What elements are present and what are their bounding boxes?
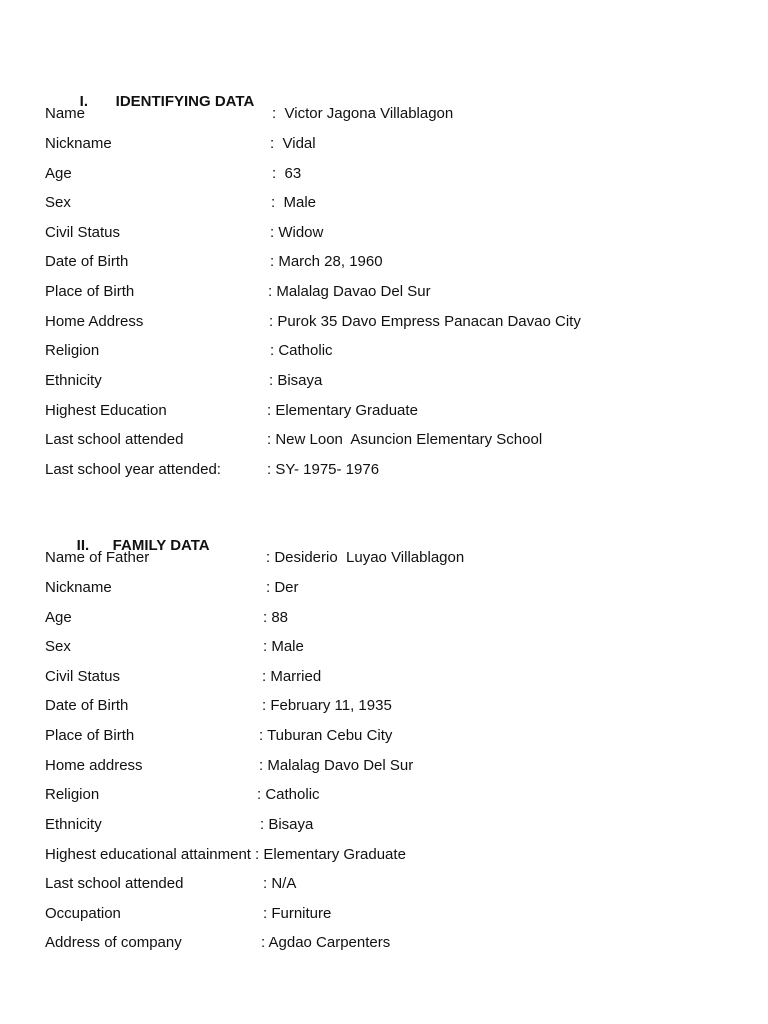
- field-value: : Elementary Graduate: [255, 846, 406, 863]
- field-label: Ethnicity: [45, 816, 102, 833]
- field-label: Last school year attended:: [45, 461, 221, 478]
- section-number: I.: [79, 93, 89, 110]
- field-row: [45, 164, 302, 184]
- field-value: : Widow: [270, 224, 324, 241]
- field-label: Age: [45, 609, 72, 626]
- field-label: Occupation: [45, 905, 121, 922]
- field-row: [45, 785, 320, 805]
- field-label: Home Address: [45, 313, 144, 330]
- field-label: Address of company: [45, 934, 182, 951]
- field-label: Date of Birth: [45, 253, 129, 270]
- field-label: Nickname: [45, 135, 112, 152]
- section-number: II.: [76, 537, 90, 554]
- field-row: [45, 933, 391, 953]
- field-label: Date of Birth: [45, 697, 129, 714]
- field-label: Last school attended: [45, 875, 184, 892]
- field-row: [45, 845, 406, 865]
- section-title: IDENTIFYING DATA: [115, 93, 255, 110]
- field-label: Civil Status: [45, 224, 121, 241]
- field-row: [45, 637, 304, 657]
- field-value: : Catholic: [270, 342, 333, 359]
- field-row: [45, 341, 333, 361]
- field-row: [45, 401, 418, 421]
- field-value: : Der: [266, 579, 299, 596]
- field-value: : Vidal: [270, 135, 316, 152]
- field-row: [45, 548, 465, 568]
- field-row: [45, 430, 543, 450]
- field-row: [45, 667, 322, 687]
- field-value: : Bisaya: [269, 372, 323, 389]
- field-row: [45, 371, 323, 391]
- field-value: : Malalag Davo Del Sur: [259, 757, 414, 774]
- field-value: : Desiderio Luyao Villablagon: [266, 549, 465, 566]
- field-value: : Purok 35 Davo Empress Panacan Davao City: [269, 313, 581, 330]
- field-row: [45, 282, 431, 302]
- field-label: Nickname: [45, 579, 112, 596]
- field-row: [45, 608, 289, 628]
- field-label: Highest Education: [45, 402, 167, 419]
- field-value: : Married: [262, 668, 322, 685]
- field-value: : Furniture: [263, 905, 332, 922]
- field-row: [45, 696, 392, 716]
- field-label: Religion: [45, 786, 100, 803]
- field-value: : 63: [272, 165, 302, 182]
- field-value: : SY- 1975- 1976: [267, 461, 380, 478]
- field-label: Age: [45, 165, 72, 182]
- field-row: [45, 460, 380, 480]
- field-value: : Tuburan Cebu City: [259, 727, 393, 744]
- field-value: : Bisaya: [260, 816, 314, 833]
- field-value: : Malalag Davao Del Sur: [268, 283, 431, 300]
- field-label: Name: [45, 105, 86, 122]
- field-label: Ethnicity: [45, 372, 102, 389]
- field-value: : February 11, 1935: [262, 697, 392, 714]
- field-row: [45, 815, 314, 835]
- field-value: : Victor Jagona Villablagon: [272, 105, 454, 122]
- field-label: Highest educational attainment: [45, 846, 251, 863]
- field-row: [45, 578, 299, 598]
- field-value: : Male: [271, 194, 317, 211]
- field-row: [45, 104, 454, 124]
- field-row: [45, 223, 324, 243]
- field-label: Sex: [45, 194, 71, 211]
- field-value: : N/A: [263, 875, 297, 892]
- field-row: [45, 312, 581, 332]
- field-row: [45, 252, 383, 272]
- field-label: Civil Status: [45, 668, 121, 685]
- field-label: Religion: [45, 342, 100, 359]
- field-row: [45, 193, 317, 213]
- field-value: : 88: [263, 609, 289, 626]
- field-row: [45, 756, 414, 776]
- section-heading-identifying-data: [63, 76, 254, 127]
- field-row: [45, 134, 316, 154]
- field-row: [45, 904, 332, 924]
- field-label: Last school attended: [45, 431, 184, 448]
- field-row: [45, 874, 297, 894]
- field-value: : Elementary Graduate: [267, 402, 418, 419]
- field-label: Name of Father: [45, 549, 150, 566]
- field-value: : Male: [263, 638, 304, 655]
- field-value: : Agdao Carpenters: [261, 934, 391, 951]
- field-value: : Catholic: [257, 786, 320, 803]
- field-row: [45, 726, 393, 746]
- field-label: Place of Birth: [45, 727, 135, 744]
- field-value: : New Loon Asuncion Elementary School: [267, 431, 543, 448]
- field-label: Home address: [45, 757, 143, 774]
- field-label: Sex: [45, 638, 71, 655]
- field-value: : March 28, 1960: [270, 253, 383, 270]
- section-title: FAMILY DATA: [112, 537, 210, 554]
- field-label: Place of Birth: [45, 283, 135, 300]
